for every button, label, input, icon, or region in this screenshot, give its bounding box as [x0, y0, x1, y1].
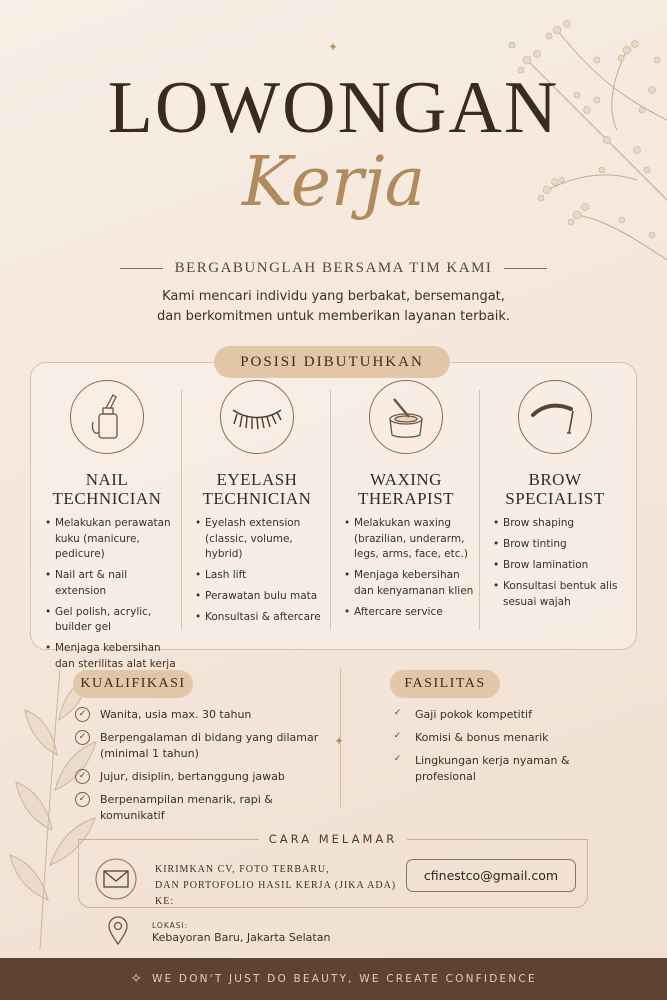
list-item: • Aftercare service — [344, 605, 478, 621]
intro-text — [100, 287, 567, 327]
page-title: LOWONGAN — [107, 67, 560, 149]
column-divider — [181, 390, 182, 630]
apply-box-edge — [587, 839, 588, 849]
subtitle: BERGABUNGLAH BERSAMA TIM KAMI — [174, 259, 493, 276]
position-title-line-2: THERAPIST — [357, 489, 455, 508]
footer-tagline: WE DON'T JUST DO BEAUTY, WE CREATE CONFIDENCE — [151, 973, 537, 985]
email-link[interactable]: cfinestco@gmail.com — [406, 859, 576, 892]
list-item: • Konsultasi & aftercare — [195, 610, 329, 626]
check-circle-icon: ✓ — [75, 707, 90, 722]
sparkle-icon: ✧ — [130, 971, 142, 987]
position-title-line-2: TECHNICIAN — [202, 489, 312, 508]
position-brow-specialist — [481, 380, 629, 638]
list-item: • Menjaga kebersihan dan sterilitas alat kerja — [45, 641, 179, 672]
apply-box-edge — [78, 839, 79, 849]
apply-title: CARA MELAMAR — [268, 832, 398, 846]
facilities-list — [390, 707, 570, 792]
check-icon: ✓ — [393, 708, 402, 718]
qualification-text: Berpengalaman di bidang yang dilamar (minimal 1 tahun) — [100, 731, 319, 760]
list-item — [75, 792, 337, 824]
eyelash-icon — [220, 380, 294, 454]
position-duties — [45, 516, 179, 678]
list-item — [75, 769, 337, 785]
list-item: • Konsultasi bentuk alis sesuai wajah — [493, 579, 627, 610]
position-waxing-therapist — [332, 380, 480, 638]
check-icon: ✓ — [393, 731, 402, 741]
list-item — [75, 707, 337, 723]
facility-text: Lingkungan kerja nyaman & profesional — [415, 754, 570, 783]
location-pin-icon — [107, 916, 129, 946]
position-title — [332, 470, 480, 508]
position-title-line-1: BROW — [528, 470, 582, 489]
position-nail-technician — [33, 380, 181, 670]
apply-instructions — [155, 862, 405, 910]
list-item: • Melakukan perawatan kuku (manicure, pedicure) — [45, 516, 179, 563]
facilities-badge: FASILITAS — [390, 670, 500, 698]
qualification-text: Jujur, disiplin, bertanggung jawab — [100, 770, 285, 783]
list-item: • Melakukan waxing (brazilian, underarm, legs, arms, face, etc.) — [344, 516, 478, 563]
position-title-line-1: EYELASH — [216, 470, 298, 489]
position-title-line-1: NAIL — [85, 470, 129, 489]
position-eyelash-technician — [183, 380, 331, 638]
apply-line-2: DAN PORTOFOLIO HASIL KERJA (JIKA ADA) KE: — [155, 880, 397, 907]
position-title-line-2: SPECIALIST — [505, 489, 605, 508]
location-label: LOKASI: — [152, 921, 189, 930]
position-duties — [493, 516, 627, 616]
position-duties — [344, 516, 478, 626]
qualification-text: Berpenampilan menarik, rapi & komunikatif — [100, 793, 273, 822]
qualification-text: Wanita, usia max. 30 tahun — [100, 708, 252, 721]
list-item — [390, 707, 570, 723]
qualifications-list — [75, 707, 337, 831]
page-title-script: Kerja — [241, 143, 426, 222]
list-item: • Nail art & nail extension — [45, 568, 179, 599]
footer-bar — [0, 958, 667, 1000]
subtitle-line-left — [120, 268, 163, 269]
list-item — [75, 730, 337, 762]
qualifications-badge: KUALIFIKASI — [73, 670, 193, 698]
list-item — [390, 753, 570, 785]
list-item: • Brow lamination — [493, 558, 627, 574]
list-item: • Perawatan bulu mata — [195, 589, 329, 605]
nail-polish-icon — [70, 380, 144, 454]
apply-line-1: KIRIMKAN CV, FOTO TERBARU, — [155, 864, 330, 875]
facility-text: Gaji pokok kompetitif — [415, 708, 532, 721]
check-circle-icon: ✓ — [75, 730, 90, 745]
check-icon: ✓ — [393, 754, 402, 764]
position-title-line-1: WAXING — [370, 470, 442, 489]
check-circle-icon: ✓ — [75, 769, 90, 784]
position-title — [183, 470, 331, 508]
sparkle-icon: ✦ — [328, 40, 339, 54]
subtitle-line-right — [504, 268, 547, 269]
mail-icon — [95, 858, 137, 900]
position-title-line-2: TECHNICIAN — [52, 489, 162, 508]
list-item — [390, 730, 570, 746]
location-value: Kebayoran Baru, Jakarta Selatan — [152, 931, 331, 944]
list-item: • Gel polish, acrylic, builder gel — [45, 605, 179, 636]
list-item: • Brow tinting — [493, 537, 627, 553]
list-item: • Lash lift — [195, 568, 329, 584]
intro-line-1: Kami mencari individu yang berbakat, bersemangat, — [162, 289, 505, 304]
positions-badge: POSISI DIBUTUHKAN — [214, 346, 450, 378]
position-title — [481, 470, 629, 508]
position-duties — [195, 516, 329, 631]
position-title — [33, 470, 181, 508]
check-circle-icon: ✓ — [75, 792, 90, 807]
sparkle-icon: ✦ — [334, 734, 345, 748]
list-item: • Eyelash extension (classic, volume, hybrid) — [195, 516, 329, 563]
wax-pot-icon — [369, 380, 443, 454]
eyebrow-icon — [518, 380, 592, 454]
intro-line-2: dan berkomitmen untuk memberikan layanan terbaik. — [157, 309, 510, 324]
facility-text: Komisi & bonus menarik — [415, 731, 549, 744]
subtitle-row — [120, 258, 547, 278]
list-item: • Brow shaping — [493, 516, 627, 532]
list-item: • Menjaga kebersihan dan kenyamanan klien — [344, 568, 478, 599]
